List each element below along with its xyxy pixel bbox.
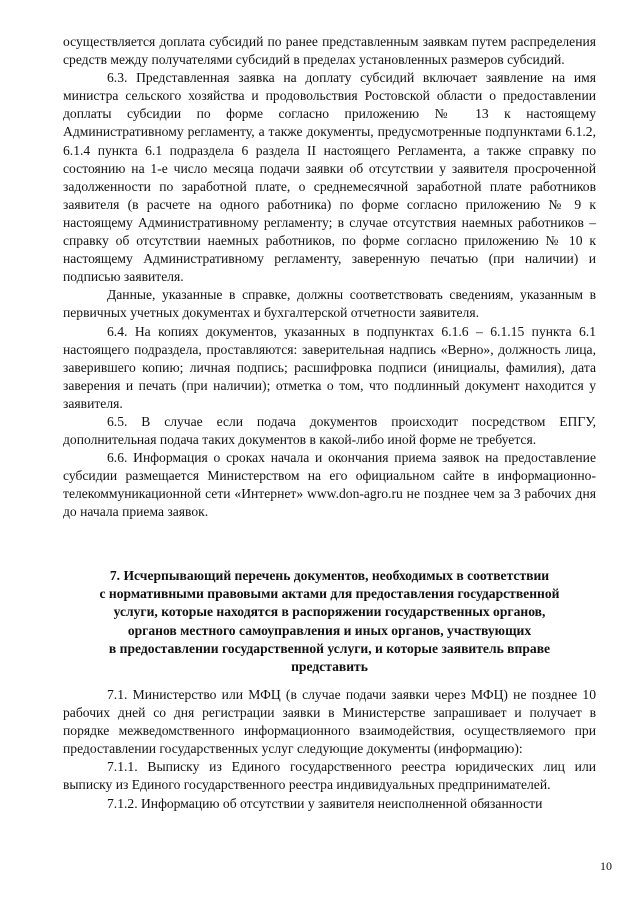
- paragraph-6-6: 6.6. Информация о сроках начала и окончания приема заявок на предоставление субсидии размещается Министерством на его официальном сайте в информационно-телекоммуникационной сети «Интернет» www.don-agro.ru не позднее чем за 3 рабочих дня до начала приема заявок.: [63, 450, 596, 520]
- section-title-line: с нормативными правовыми актами для предоставления государственной: [99, 586, 560, 602]
- paragraph-6-5: 6.5. В случае если подача документов происходит посредством ЕПГУ, дополнительная подача таких документов в какой-либо иной форме не требуется.: [63, 413, 596, 448]
- paragraph-data-match: Данные, указанные в справке, должны соответствовать сведениям, указанным в первичных учетных документах и бухгалтерской отчетности заявителя.: [63, 287, 596, 321]
- paragraph-7-1-1: 7.1.1. Выписку из Единого государственного реестра юридических лиц или выписку из Единого государственного реестра индивидуальных предпринимателей.: [63, 759, 596, 793]
- document-body-top: [63, 33, 596, 522]
- page-number: 10: [600, 859, 612, 873]
- document-body-bottom: [63, 686, 596, 813]
- section-title-line: 7. Исчерпывающий перечень документов, необходимых в соответствии: [109, 568, 550, 583]
- paragraph-6-4: 6.4. На копиях документов, указанных в подпунктах 6.1.6 – 6.1.15 пункта 6.1 настоящего подраздела, проставляются: заверительная надпись «Верно», должность лица, заверившего копию; личная подпись; расшифровка подписи (инициалы, фамилия), дата заверения и печать (при наличии); отметка о том, что подлинный документ находится у заявителя.: [63, 323, 596, 411]
- paragraph-continuation: осуществляется доплата субсидий по ранее представленным заявкам путем распределения средств между получателями субсидий в пределах установленных размеров субсидий.: [63, 34, 596, 68]
- section-title-line: услуги, которые находятся в распоряжении государственных органов,: [113, 604, 546, 620]
- paragraph-6-3: 6.3. Представленная заявка на доплату субсидий включает заявление на имя министра сельского хозяйства и продовольствия Ростовской области о предоставлении доплаты субсидии по форме согласно приложению № 13 к настоящему Административному регламенту, а также документы, предусмотренные подпунктами 6.1.2, 6.1.4 пункта 6.1 подраздела 6 раздела II настоящего Регламента, а также справку по состоянию на 1-е число месяца подачи заявки об отсутствии у заявителя просроченной задолженности по заработной плате, о среднемесячной заработной плате работников заявителя (в расчете на одного работника) по форме согласно приложению № 9 к настоящему Административному регламенту; в случае отсутствия наемных работников – справку об отсутствии наемных работников, по форме согласно приложению № 10 к настоящему Административному регламенту, заверенную печатью (при наличии) и подписью заявителя.: [63, 70, 596, 285]
- section-title-line: в предоставлении государственной услуги, и которые заявитель вправе: [108, 640, 551, 656]
- paragraph-7-1-2: 7.1.2. Информацию об отсутствии у заявителя неисполненной обязанности: [107, 795, 543, 811]
- section-7-title: [63, 567, 596, 676]
- paragraph-7-1: 7.1. Министерство или МФЦ (в случае подачи заявки через МФЦ) не позднее 10 рабочих дней со дня регистрации заявки в Министерстве запрашивает и получает в порядке межведомственного информационного взаимодействия, осуществляемого при предоставлении государственных услуг следующие документы (информацию):: [63, 687, 596, 757]
- section-title-line: органов местного самоуправления и иных органов, участвующих: [127, 622, 532, 638]
- section-title-line: представить: [291, 659, 368, 675]
